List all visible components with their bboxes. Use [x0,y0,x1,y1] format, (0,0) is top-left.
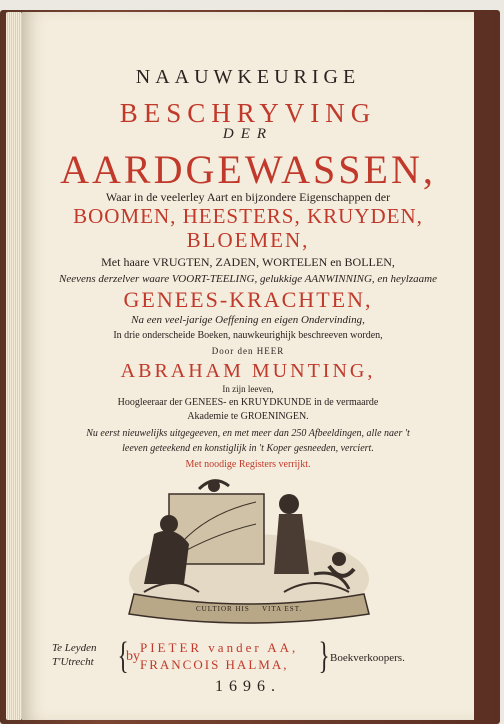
title-line-1: NAAUWKEURIGE [135,66,361,88]
page-edges [6,12,22,720]
motto-right: VITA EST. [262,605,303,613]
city-leyden: Te Leyden [52,642,97,654]
registers-line: Met noodige Registers verrijkt. [185,459,311,470]
edition-line-1: Nu eerst nieuwelijks uitgegeeven, en met meer dan 250 Afbeeldingen, alle naer 't [86,428,410,439]
title-page [22,12,474,720]
publisher-2: FRANCOIS HALMA, [140,657,289,672]
title-line-2: BESCHRYVING [119,98,377,128]
author-intro: Door den HEER [211,346,285,356]
academy-line: Akademie te GROENINGEN. [187,411,309,422]
by-word: by [126,649,140,664]
engraved-vignette [114,474,384,632]
title-line-3: DER [222,126,274,142]
flowers-line: BLOEMEN, [186,228,310,252]
fruits-line: Met haare VRUGTEN, ZADEN, WORTELEN en BOLLEN, [101,255,395,269]
main-title: AARDGEWASSEN, [60,147,436,192]
author-life: In zijn leeven, [222,384,274,394]
cultivation-line: Neevens derzelver waare VOORT-TEELING, gelukkige AANWINNING, en heylzaame [59,273,437,285]
brace-right: } [318,635,330,677]
author-position: Hoogleeraar der GENEES- en KRUYDKUNDE in de vermaarde [117,397,379,408]
booksellers: Boekverkoopers. [330,652,405,664]
publisher-1: PIETER vander AA, [140,640,299,655]
edition-line-2: leeven geteekend en konstiglijk in 't Koper gesneeden, verciert. [122,443,374,454]
city-utrecht: T'Utrecht [52,656,94,668]
books-line: In drie onderscheide Boeken, nauwkeurighijk beschreeven worden, [113,330,383,341]
healing-powers-line: GENEES-KRACHTEN, [123,287,373,312]
publication-year: 1696. [215,678,281,695]
motto-left: CULTIOR HIS [196,605,250,613]
author-name: ABRAHAM MUNTING, [120,360,376,382]
imprint [22,635,474,680]
experience-line: Na een veel-jarige Oeffening en eigen Ondervinding, [131,314,365,326]
plants-line: BOOMEN, HEESTERS, KRUYDEN, [73,204,423,228]
brace-left: { [117,635,129,677]
subtitle-line-1: Waar in de veelerley Aart en bijzondere Eigenschappen der [105,190,391,204]
